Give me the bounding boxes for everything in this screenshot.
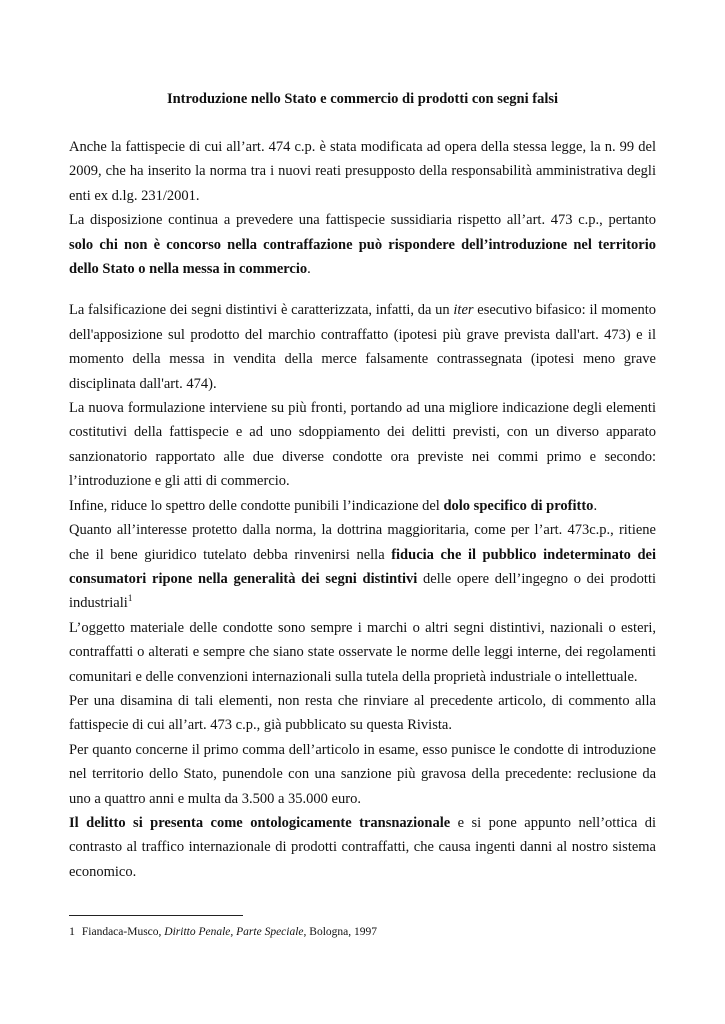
text-run: Per quanto concerne il primo comma dell’articolo in esame, esso punisce le condotte di introduzione nel territorio dello Stato, punendole con una sanzione più gravosa della precedente: reclusione da uno a quattro anni e multa da 3.500 a 35.000 euro. — [69, 741, 656, 807]
text-run: delle opere dell’ingegno o dei prodotti industriali — [69, 570, 656, 612]
text-run: solo chi non è concorso nella contraffazione può rispondere dell’introduzione nel territorio dello Stato o nella messa in commercio — [69, 236, 656, 278]
text-run: Diritto Penale, Parte Speciale — [164, 926, 304, 938]
text-run: Infine, riduce lo spettro delle condotte punibili l’indicazione del — [69, 497, 444, 514]
paragraph — [69, 689, 656, 738]
text-run: esecutivo bifasico: il momento dell'apposizione sul prodotto del marchio contraffatto (ipotesi più grave prevista dall'art. 473) e il momento della messa in vendita della merce falsamente contrassegnata (ipotesi meno grave disciplinata dall'art. 474). — [69, 302, 657, 392]
paragraph — [69, 494, 656, 518]
paragraph — [69, 738, 656, 811]
document-body — [69, 135, 656, 884]
footnote-separator — [69, 915, 243, 916]
text-run: Fiandaca-Musco, — [79, 926, 165, 938]
footnote — [69, 925, 656, 940]
text-run: La disposizione continua a prevedere una fattispecie sussidiaria rispetto all’art. 473 c.p., pertanto — [69, 212, 656, 229]
paragraph — [69, 208, 656, 281]
text-run: fiducia che il pubblico indeterminato dei consumatori ripone nella generalità dei segni distintivi — [69, 546, 656, 587]
text-run: dolo specifico di profitto — [443, 497, 594, 514]
text-run: Quanto all’interesse protetto dalla norma, la dottrina maggioritaria, come per l’art. 473c.p., ritiene che il bene giuridico tutelato debba rinvenirsi nella — [69, 522, 656, 563]
paragraph — [69, 396, 656, 494]
footnote-text — [79, 926, 377, 938]
text-run: e si pone appunto nell’ottica di contrasto al traffico internazionale di prodotti contraffatti, che causa ingenti danni al nostro sistema economico. — [69, 814, 656, 880]
paragraph — [69, 811, 656, 884]
footnote-reference: 1 — [127, 593, 133, 604]
text-run: L’oggetto materiale delle condotte sono sempre i marchi o altri segni distintivi, nazionali o esteri, contraffatti o alterati e sempre che siano state osservate le norme delle leggi interne, dei regolamenti comunitari e delle convenzioni internazionali sulla tutela della proprietà industriale o intellettuale. — [69, 619, 656, 685]
text-run: Anche la fattispecie di cui all’art. 474 c.p. è stata modificata ad opera della stessa legge, la n. 99 del 2009, che ha inserito la norma tra i nuovi reati presupposto della responsabilità amministrativa degli enti ex d.lg. 231/2001. — [69, 139, 656, 204]
paragraph — [69, 298, 656, 396]
paragraph-spacer — [69, 281, 656, 298]
text-run: La falsificazione dei segni distintivi è caratterizzata, infatti, da un — [69, 302, 454, 319]
text-run: Il delitto si presenta come ontologicamente transnazionale — [69, 814, 451, 831]
document-title: Introduzione nello Stato e commercio di prodotti con segni falsi — [166, 91, 559, 107]
text-run: iter — [453, 302, 474, 319]
paragraph — [69, 616, 656, 689]
text-run: La nuova formulazione interviene su più fronti, portando ad una migliore indicazione degli elementi costitutivi della fattispecie e ad uno sdoppiamento dei delitti previsti, con un diverso apparato sanzionatorio rapportato alle due diverse condotte ora previste nei commi primo e secondo: l’introduzione e gli atti di commercio. — [69, 400, 656, 490]
text-run: . — [307, 261, 311, 278]
text-run: , Bologna, 1997 — [303, 926, 378, 938]
footnote-number: 1 — [69, 924, 75, 938]
paragraph — [69, 135, 656, 208]
text-run: . — [593, 497, 598, 514]
paragraph — [69, 518, 656, 616]
text-run: Per una disamina di tali elementi, non resta che rinviare al precedente articolo, di commento alla fattispecie di cui all’art. 473 c.p., già pubblicato su questa Rivista. — [69, 692, 656, 734]
